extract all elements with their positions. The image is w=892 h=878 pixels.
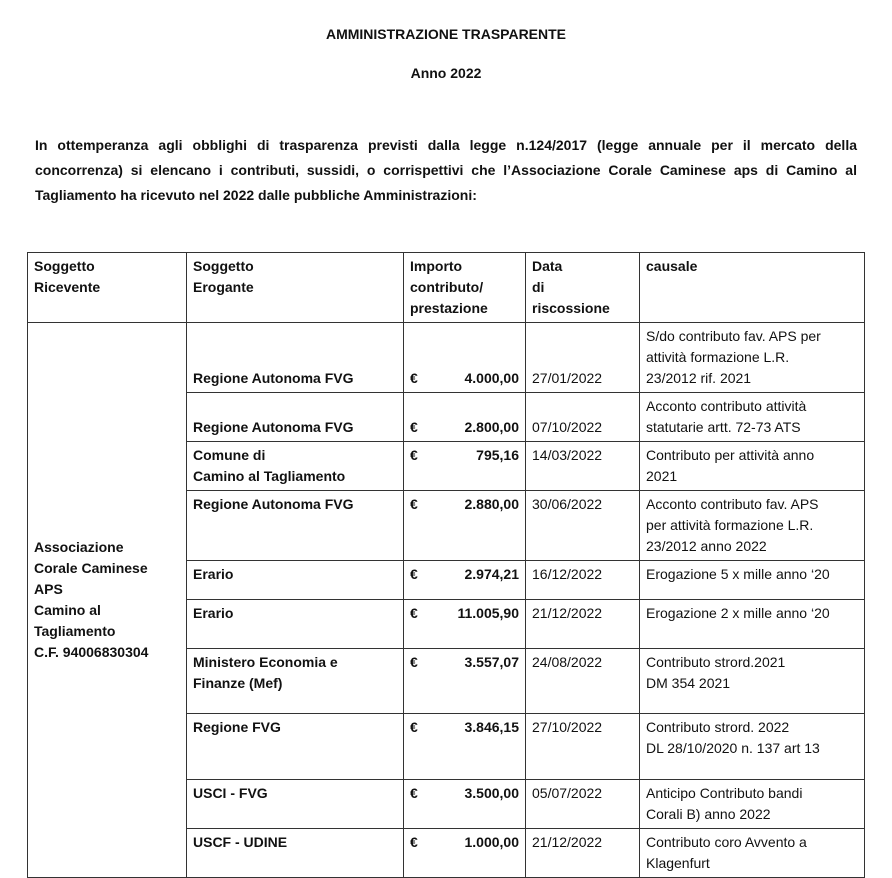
amount-value: 4.000,00: [464, 370, 519, 386]
euro-sign: €: [410, 566, 418, 582]
euro-sign: €: [410, 447, 418, 463]
amount-value: 2.800,00: [464, 419, 519, 435]
amount-value: 2.880,00: [464, 496, 519, 512]
soggetto-erogante: Regione Autonoma FVG: [187, 491, 404, 561]
data-riscossione: 21/12/2022: [526, 829, 640, 878]
causale: Erogazione 2 x mille anno ‘20: [640, 600, 865, 649]
data-riscossione: 07/10/2022: [526, 393, 640, 442]
causale: Contributo strord. 2022 DL 28/10/2020 n. 137 art 13: [640, 714, 865, 780]
amount-value: 3.557,07: [464, 654, 519, 670]
causale: S/do contributo fav. APS per attività formazione L.R. 23/2012 rif. 2021: [640, 323, 865, 393]
soggetto-erogante: Erario: [187, 600, 404, 649]
soggetto-ricevente: Associazione Corale Caminese APS Camino al Tagliamento C.F. 94006830304: [28, 323, 187, 878]
importo: [404, 829, 526, 878]
importo: [404, 780, 526, 829]
amount-value: 3.500,00: [464, 785, 519, 801]
soggetto-erogante: Comune di Camino al Tagliamento: [187, 442, 404, 491]
header-importo: Importo contributo/ prestazione: [404, 253, 526, 323]
soggetto-erogante: USCI - FVG: [187, 780, 404, 829]
soggetto-erogante: Regione FVG: [187, 714, 404, 780]
amount-value: 11.005,90: [457, 605, 519, 621]
importo: [404, 323, 526, 393]
data-riscossione: 21/12/2022: [526, 600, 640, 649]
data-riscossione: 30/06/2022: [526, 491, 640, 561]
data-riscossione: 27/10/2022: [526, 714, 640, 780]
euro-sign: €: [410, 654, 418, 670]
euro-sign: €: [410, 605, 418, 621]
importo: [404, 561, 526, 600]
data-riscossione: 27/01/2022: [526, 323, 640, 393]
importo: [404, 442, 526, 491]
importo: [404, 393, 526, 442]
causale: Acconto contributo attività statutarie artt. 72-73 ATS: [640, 393, 865, 442]
amount-value: 2.974,21: [464, 566, 519, 582]
importo: [404, 649, 526, 714]
document-title: AMMINISTRAZIONE TRASPARENTE: [325, 26, 567, 42]
table-header-row: [28, 253, 865, 323]
contributions-table: [27, 252, 865, 878]
causale: Erogazione 5 x mille anno ‘20: [640, 561, 865, 600]
table-row: [28, 323, 865, 393]
euro-sign: €: [410, 419, 418, 435]
euro-sign: €: [410, 785, 418, 801]
causale: Acconto contributo fav. APS per attività formazione L.R. 23/2012 anno 2022: [640, 491, 865, 561]
amount-value: 3.846,15: [464, 719, 519, 735]
soggetto-erogante: Ministero Economia e Finanze (Mef): [187, 649, 404, 714]
data-riscossione: 05/07/2022: [526, 780, 640, 829]
soggetto-erogante: Regione Autonoma FVG: [187, 323, 404, 393]
amount-value: 1.000,00: [464, 834, 519, 850]
header-ricevente: Soggetto Ricevente: [28, 253, 187, 323]
data-riscossione: 16/12/2022: [526, 561, 640, 600]
causale: Contributo strord.2021 DM 354 2021: [640, 649, 865, 714]
causale: Contributo coro Avvento a Klagenfurt: [640, 829, 865, 878]
euro-sign: €: [410, 834, 418, 850]
causale: Contributo per attività anno 2021: [640, 442, 865, 491]
soggetto-erogante: USCF - UDINE: [187, 829, 404, 878]
header-data: Data di riscossione: [526, 253, 640, 323]
importo: [404, 600, 526, 649]
euro-sign: €: [410, 370, 418, 386]
document-year: Anno 2022: [410, 65, 482, 81]
data-riscossione: 14/03/2022: [526, 442, 640, 491]
header-erogante: Soggetto Erogante: [187, 253, 404, 323]
intro-paragraph: In ottemperanza agli obblighi di trasparenza previsti dalla legge n.124/2017 (legge annuale per il mercato della concorrenza) si elencano i contributi, sussidi, o corrispettivi che l’Associazione Corale Caminese aps di Camino al Tagliamento ha ricevuto nel 2022 dalle pubbliche Amministrazioni:: [35, 137, 857, 203]
amount-value: 795,16: [476, 447, 519, 463]
soggetto-erogante: Regione Autonoma FVG: [187, 393, 404, 442]
importo: [404, 714, 526, 780]
euro-sign: €: [410, 719, 418, 735]
causale: Anticipo Contributo bandi Corali B) anno 2022: [640, 780, 865, 829]
soggetto-erogante: Erario: [187, 561, 404, 600]
importo: [404, 491, 526, 561]
euro-sign: €: [410, 496, 418, 512]
data-riscossione: 24/08/2022: [526, 649, 640, 714]
header-causale: causale: [640, 253, 865, 323]
